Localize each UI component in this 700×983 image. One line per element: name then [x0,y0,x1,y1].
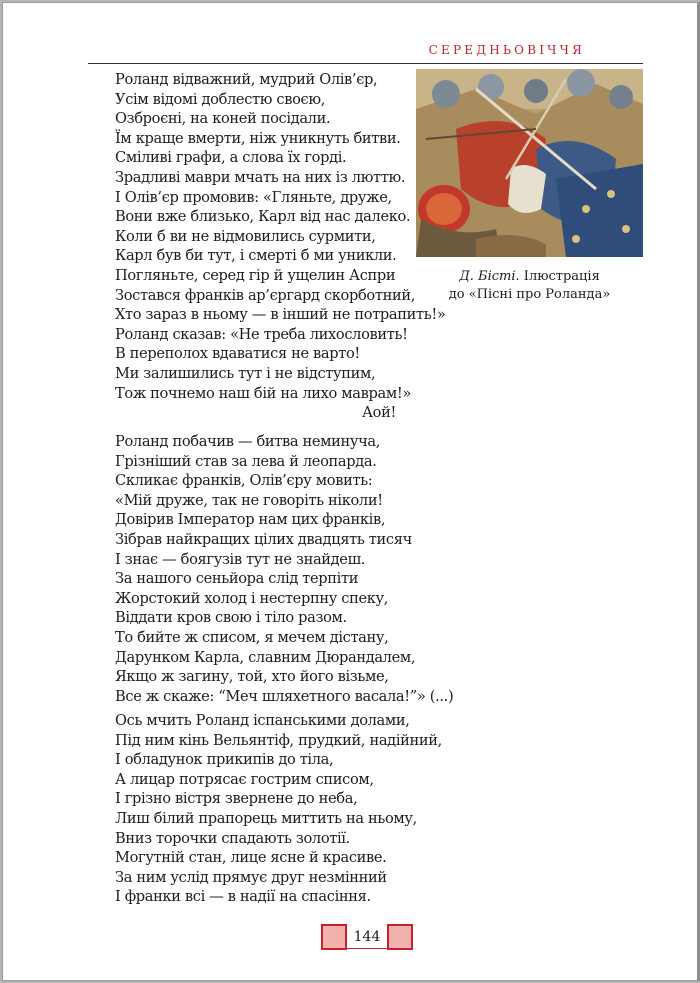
verse-line: Ми залишились тут і не відступим, [115,364,376,382]
pager-left-box [321,924,347,950]
verse-line: І знає — боягузів тут не знайдеш. [115,550,366,568]
verse-line: Погляньте, серед гір й ущелин Аспри [115,266,396,284]
verse-stanza-2 [115,432,453,706]
verse-line: Коли б ви не відмовились сурмити, [115,227,376,245]
verse-line: І франки всі — в надії на спасіння. [115,888,371,906]
verse-line: Хто зараз в ньому — в інший не потрапить!» [115,306,446,324]
verse-line: Вони вже близько, Карл від нас далеко. [115,208,411,226]
verse-line: Озброєні, на коней посідали. [115,110,331,128]
page-number: 144 [347,926,387,949]
verse-line: Жорстокий холод і нестерпну спеку, [115,589,389,607]
verse-line: Зрадливі маври мчать на них із люттю. [115,168,406,186]
verse-refrain: Аой! [361,404,396,422]
verse-line: Роланд сказав: «Не треба лихословить! [115,325,408,343]
verse-line: Якщо ж загину, той, хто його візьме, [115,668,389,686]
running-header: СЕРЕДНЬОВІЧЧЯ [428,43,585,57]
verse-line: То бийте ж списом, я мечем дістану, [115,628,389,646]
verse-line: Зібрав найкращих цілих двадцять тисяч [115,530,412,548]
verse-line: Їм краще вмерти, ніж уникнуть битви. [115,129,401,147]
book-page [2,2,700,981]
page-number-box [321,924,413,948]
verse-line: Дарунком Карла, славним Дюрандалем, [115,648,416,666]
verse-line: Під ним кінь Вельянтіф, прудкий, надійний, [115,731,442,749]
verse-line: А лицар потрясає гострим списом, [115,770,374,788]
verse-line: Могутній стан, лице ясне й красиве. [115,849,387,867]
verse-stanza-3 [115,711,442,907]
caption-author: Д. Бісті. [459,269,520,284]
battle-illustration [416,69,643,257]
verse-line: За ним услід прямує друг незмінний [115,868,387,886]
verse-line: Віддати кров свою і тіло разом. [115,609,347,627]
verse-line: Лиш білий прапорець миттить на ньому, [115,809,417,827]
verse-line: Сміливі графи, а слова їх горді. [115,149,347,167]
verse-line: Все ж скаже: “Меч шляхетного васала!”» (...) [115,687,454,705]
pager-right-box [387,924,413,950]
verse-line: Тож почнемо наш бій на лихо маврам!» [115,384,411,402]
verse-line: В переполох вдаватися не варто! [115,345,360,363]
verse-line: І грізно вістря звернене до неба, [115,790,358,808]
verse-line: І Олів’єр промовив: «Гляньте, друже, [115,188,392,206]
verse-line: Вниз торочки спадають золотії. [115,829,350,847]
verse-line: Роланд відважний, мудрий Олів’єр, [115,71,378,88]
caption-line-2: до «Пісні про Роланда» [448,287,611,302]
verse-line: Грізніший став за лева й леопарда. [115,452,377,470]
verse-line: Довірив Імператор нам цих франків, [115,511,386,529]
verse-line: Карл був би тут, і смерті б ми уникли. [115,247,397,265]
caption-text: Ілюстрація [519,269,600,284]
header-rule [88,63,643,64]
verse-line: Усім відомі доблестю своєю, [115,90,325,108]
verse-line: Роланд побачив — битва неминуча, [115,433,381,450]
verse-line: Ось мчить Роланд іспанськими долами, [115,712,410,729]
verse-line: За нашого сеньйора слід терпіти [115,570,359,588]
illustration-caption [416,268,643,304]
verse-line: І обладунок прикипів до тіла, [115,751,334,769]
verse-stanza-1 [115,70,445,423]
verse-line: Скликає франків, Олів’єру мовить: [115,472,373,490]
caption-line-1 [416,268,643,286]
battle-illustration-art [416,69,643,257]
verse-line: Зостався франків ар’єргард скорботний, [115,286,415,304]
verse-line: «Мій друже, так не говоріть ніколи! [115,491,383,509]
